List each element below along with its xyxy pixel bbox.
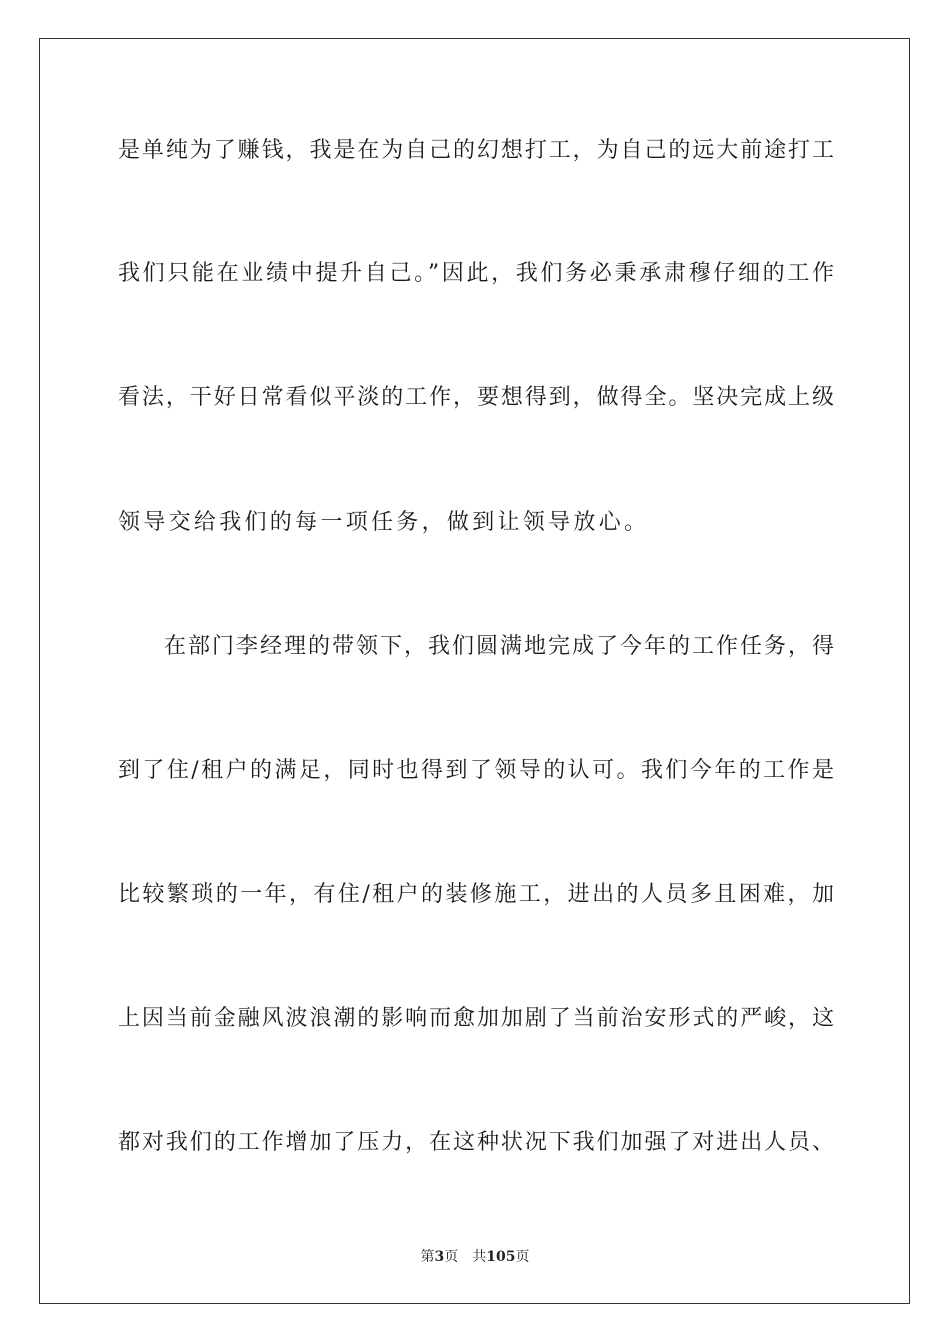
text-line-6: 到了住/租户的满足，同时也得到了领导的认可。我们今年的工作是 <box>118 758 834 783</box>
total-label-prefix: 共 <box>472 1249 487 1265</box>
text-line-2: 我们只能在业绩中提升自己。”因此，我们务必秉承肃穆仔细的工作 <box>118 261 834 286</box>
text-line-4: 领导交给我们的每一项任务，做到让领导放心。 <box>118 510 650 535</box>
page-number: 3 <box>434 1249 445 1265</box>
text-line-1: 是单纯为了赚钱，我是在为自己的幻想打工，为自己的远大前途打工 <box>118 138 834 163</box>
text-line-8: 上因当前金融风波浪潮的影响而愈加加剧了当前治安形式的严峻，这 <box>118 1006 834 1031</box>
page-footer <box>0 1248 950 1266</box>
text-line-7: 比较繁琐的一年，有住/租户的装修施工，进出的人员多且困难，加 <box>118 882 834 907</box>
total-pages: 105 <box>486 1249 516 1265</box>
text-line-9: 都对我们的工作增加了压力，在这种状况下我们加强了对进出人员、 <box>118 1130 834 1155</box>
page-label-prefix: 第 <box>420 1249 435 1265</box>
page-label-suffix: 页 <box>444 1249 459 1265</box>
page-border <box>39 38 910 1304</box>
total-label-suffix: 页 <box>515 1249 530 1265</box>
paragraph-start-line: 在部门李经理的带领下，我们圆满地完成了今年的工作任务，得 <box>164 634 834 659</box>
text-line-3: 看法，干好日常看似平淡的工作，要想得到，做得全。坚决完成上级 <box>118 385 834 410</box>
